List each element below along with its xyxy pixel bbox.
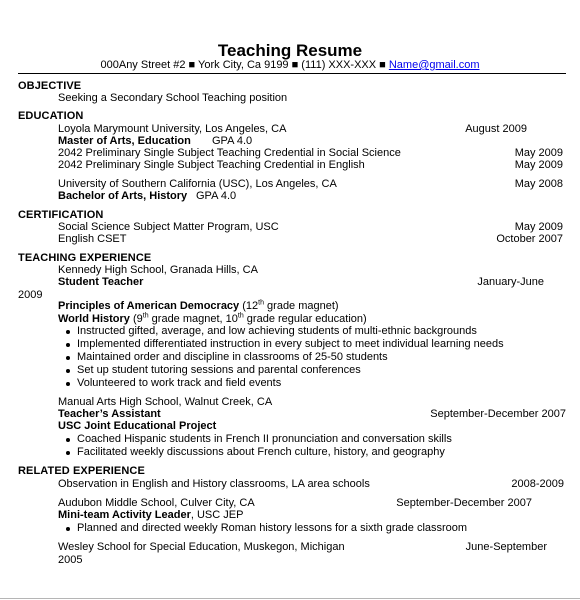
- audubon-school: Audubon Middle School, Culver City, CA: [58, 497, 255, 509]
- bullet-item: Instructed gifted, average, and low achieving students of multi-ethnic backgrounds: [77, 325, 477, 337]
- manual-role: Teacher’s Assistant: [58, 408, 161, 420]
- header-divider: [18, 73, 566, 74]
- cert-english-cset-date: October 2007: [496, 233, 563, 245]
- lmu-date: August 2009: [465, 123, 527, 135]
- cert-social-science: Social Science Subject Matter Program, USC: [58, 221, 279, 233]
- bullet-dot: [66, 382, 70, 386]
- credential-social-science-date: May 2009: [514, 147, 563, 159]
- cert-social-science-date: May 2009: [514, 221, 563, 233]
- manual-date: September-December 2007: [430, 408, 566, 420]
- education-heading: EDUCATION: [18, 110, 84, 122]
- related-heading: RELATED EXPERIENCE: [18, 465, 145, 477]
- course-world-history-sup1: th: [142, 312, 149, 320]
- bottom-border: [0, 598, 580, 599]
- bullet-item: Coached Hispanic students in French II pronunciation and conversation skills: [77, 433, 452, 445]
- course-world-history-sup2: th: [237, 312, 244, 320]
- bullet-dot: [66, 343, 70, 347]
- observation-date: 2008-2009: [511, 478, 564, 490]
- bullet-item: Planned and directed weekly Roman history lessons for a sixth grade classroom: [77, 522, 468, 534]
- course-world-history-post: grade regular education): [243, 313, 367, 325]
- credential-english-date: May 2009: [514, 159, 563, 171]
- usc-degree: Bachelor of Arts, History: [58, 190, 188, 202]
- manual-project: USC Joint Educational Project: [58, 420, 217, 432]
- bullet-item: Maintained order and discipline in classrooms of 25-50 students: [77, 351, 388, 363]
- course-american-democracy: [58, 300, 339, 313]
- bullet-item: Volunteered to work track and field events: [77, 377, 282, 389]
- credential-social-science: 2042 Preliminary Single Subject Teaching Credential in Social Science: [58, 147, 401, 159]
- email-link[interactable]: Name@gmail.com: [388, 59, 480, 71]
- bullet-dot: [66, 330, 70, 334]
- bullet-item: Set up student tutoring sessions and parental conferences: [77, 364, 361, 376]
- course-world-history-name: World History: [58, 313, 130, 325]
- kennedy-role: Student Teacher: [58, 276, 144, 288]
- bullet-item: Implemented differentiated instruction in every subject to meet individual learning needs: [77, 338, 504, 350]
- cert-english-cset: English CSET: [58, 233, 127, 245]
- contact-line: [0, 59, 580, 72]
- credential-english: 2042 Preliminary Single Subject Teaching Credential in English: [58, 159, 365, 171]
- lmu-gpa: GPA 4.0: [212, 135, 253, 147]
- audubon-org: , USC JEP: [190, 509, 244, 521]
- usc-school: University of Southern California (USC), Los Angeles, CA: [58, 178, 337, 190]
- course-american-democracy-name: Principles of American Democracy: [58, 300, 240, 312]
- resume-title: Teaching Resume: [217, 41, 363, 60]
- audubon-role: Mini-team Activity Leader: [58, 509, 191, 521]
- lmu-school: Loyola Marymount University, Los Angeles, CA: [58, 123, 287, 135]
- lmu-degree: Master of Arts, Education: [58, 135, 191, 147]
- kennedy-school: Kennedy High School, Granada Hills, CA: [58, 264, 258, 276]
- bullet-dot: [66, 527, 70, 531]
- course-world-history-pre: (9: [129, 313, 143, 325]
- teaching-heading: TEACHING EXPERIENCE: [18, 252, 152, 264]
- kennedy-year: 2009: [18, 289, 43, 301]
- observation-text: Observation in English and History classrooms, LA area schools: [58, 478, 370, 490]
- kennedy-date: January-June: [477, 276, 544, 288]
- course-world-history-mid: grade magnet, 10: [148, 313, 238, 325]
- wesley-school: Wesley School for Special Education, Muskegon, Michigan: [58, 541, 345, 553]
- wesley-date: June-September: [465, 541, 547, 553]
- bullet-dot: [66, 451, 70, 455]
- course-american-democracy-sup: th: [258, 299, 264, 307]
- course-american-democracy-pre: (12: [239, 300, 259, 312]
- wesley-year: 2005: [58, 554, 83, 566]
- usc-date: May 2008: [514, 178, 563, 190]
- bullet-item: Facilitated weekly discussions about French culture, history, and geography: [77, 446, 445, 458]
- bullet-dot: [66, 369, 70, 373]
- bullet-dot: [66, 356, 70, 360]
- contact-address: 000Any Street #2 ■ York City, Ca 9199 ■ (111) XXX-XXX ■: [100, 59, 386, 71]
- objective-heading: OBJECTIVE: [18, 80, 82, 92]
- usc-gpa: GPA 4.0: [196, 190, 237, 202]
- audubon-role-line: [58, 509, 243, 522]
- objective-text: Seeking a Secondary School Teaching position: [58, 92, 288, 104]
- bullet-dot: [66, 438, 70, 442]
- course-american-democracy-post: grade magnet): [263, 300, 339, 312]
- certification-heading: CERTIFICATION: [18, 209, 104, 221]
- manual-school: Manual Arts High School, Walnut Creek, CA: [58, 396, 273, 408]
- audubon-date: September-December 2007: [396, 497, 532, 509]
